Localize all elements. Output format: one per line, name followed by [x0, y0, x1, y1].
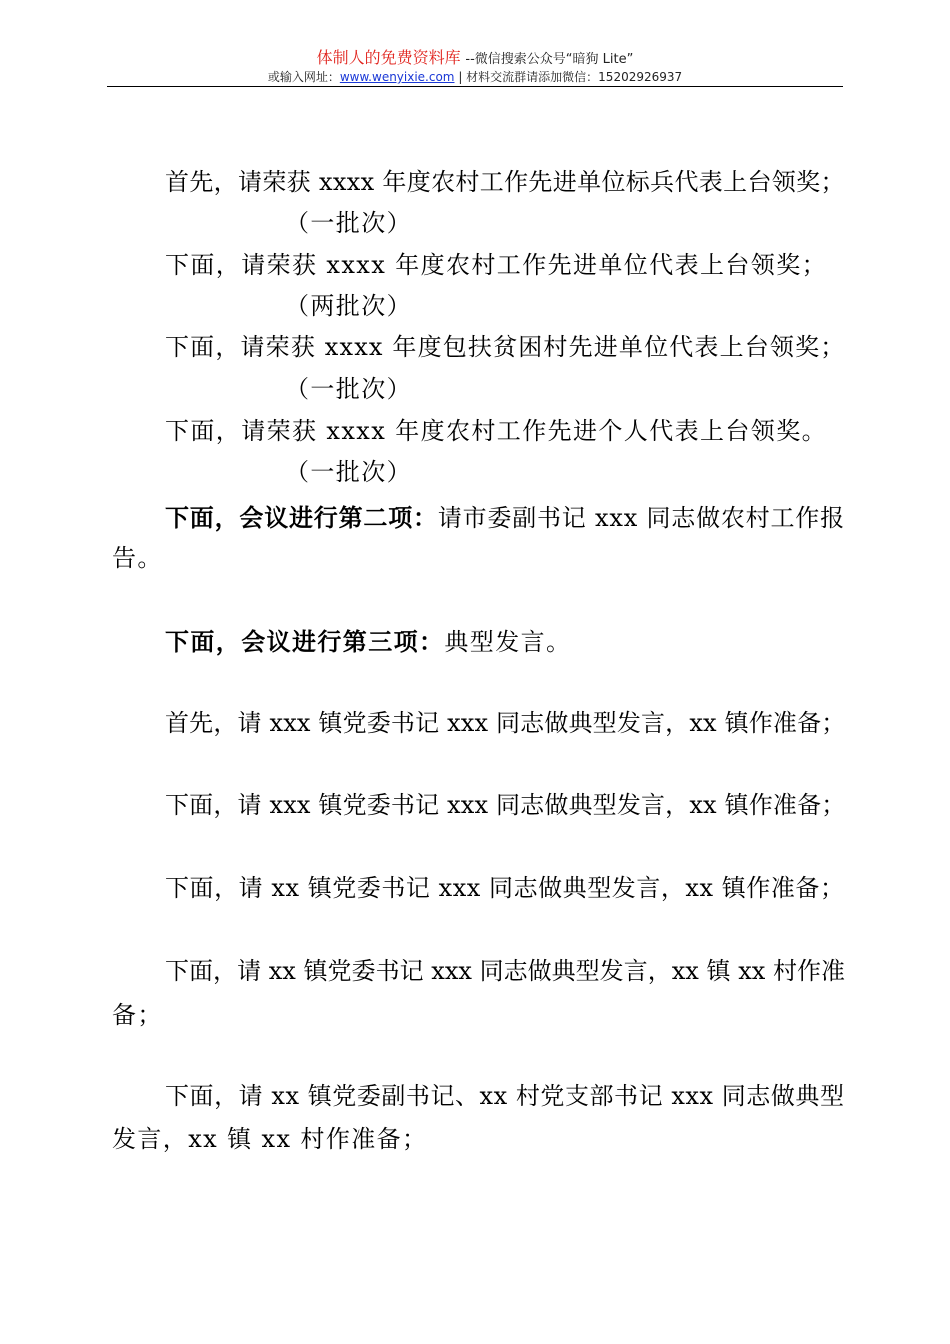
batch-note-2: （两批次）: [285, 292, 412, 320]
award-paragraph-2: 下面，请荣获 xxxx 年度农村工作先进单位代表上台领奖；: [165, 251, 827, 279]
header-line-2: [0, 68, 950, 86]
page-header: [0, 48, 950, 86]
header-divider: [107, 86, 843, 87]
agenda-item-3-text: 典型发言。: [444, 628, 572, 656]
batch-note-3: （一批次）: [285, 375, 412, 403]
award-paragraph-4: 下面，请荣获 xxxx 年度农村工作先进个人代表上台领奖。: [165, 417, 827, 445]
speech-paragraph-5: 下面，请 xx 镇党委副书记、xx 村党支部书记 xxx 同志做典型: [165, 1082, 845, 1110]
agenda-item-2-text: 请市委副书记 xxx 同志做农村工作报: [437, 504, 845, 532]
agenda-item-3-heading: 下面，会议进行第三项：: [165, 627, 445, 656]
agenda-item-3: [165, 621, 571, 663]
batch-note-1: （一批次）: [285, 209, 412, 237]
speech-paragraph-3: 下面，请 xx 镇党委书记 xxx 同志做典型发言，xx 镇作准备；: [165, 874, 845, 902]
award-paragraph-3: 下面，请荣获 xxxx 年度包扶贫困村先进单位代表上台领奖；: [165, 333, 846, 361]
batch-note-4: （一批次）: [285, 458, 412, 486]
agenda-item-2: [165, 497, 845, 539]
header-brand: 体制人的免费资料库: [316, 48, 461, 67]
speech-paragraph-1: 首先，请 xxx 镇党委书记 xxx 同志做典型发言，xx 镇作准备；: [165, 709, 846, 737]
speech-paragraph-4-continuation: 备；: [112, 1001, 163, 1029]
header-url-prefix: 或输入网址：: [267, 70, 340, 84]
header-line-1: [0, 48, 950, 68]
agenda-item-2-heading: 下面，会议进行第二项：: [165, 503, 438, 532]
header-brand-suffix: --微信搜索公众号“暗狗 Lite”: [465, 52, 634, 67]
header-contact: | 材料交流群请添加微信：15202926937: [454, 70, 683, 84]
speech-paragraph-5-continuation: 发言，xx 镇 xx 村作准备；: [112, 1125, 428, 1153]
speech-paragraph-4: 下面，请 xx 镇党委书记 xxx 同志做典型发言，xx 镇 xx 村作准: [165, 957, 846, 985]
header-url-link[interactable]: www.wenyixie.com: [339, 70, 455, 84]
agenda-item-2-continuation: 告。: [112, 544, 163, 572]
award-paragraph-1: 首先，请荣获 xxxx 年度农村工作先进单位标兵代表上台领奖；: [165, 168, 845, 196]
speech-paragraph-2: 下面，请 xxx 镇党委书记 xxx 同志做典型发言，xx 镇作准备；: [165, 791, 846, 819]
